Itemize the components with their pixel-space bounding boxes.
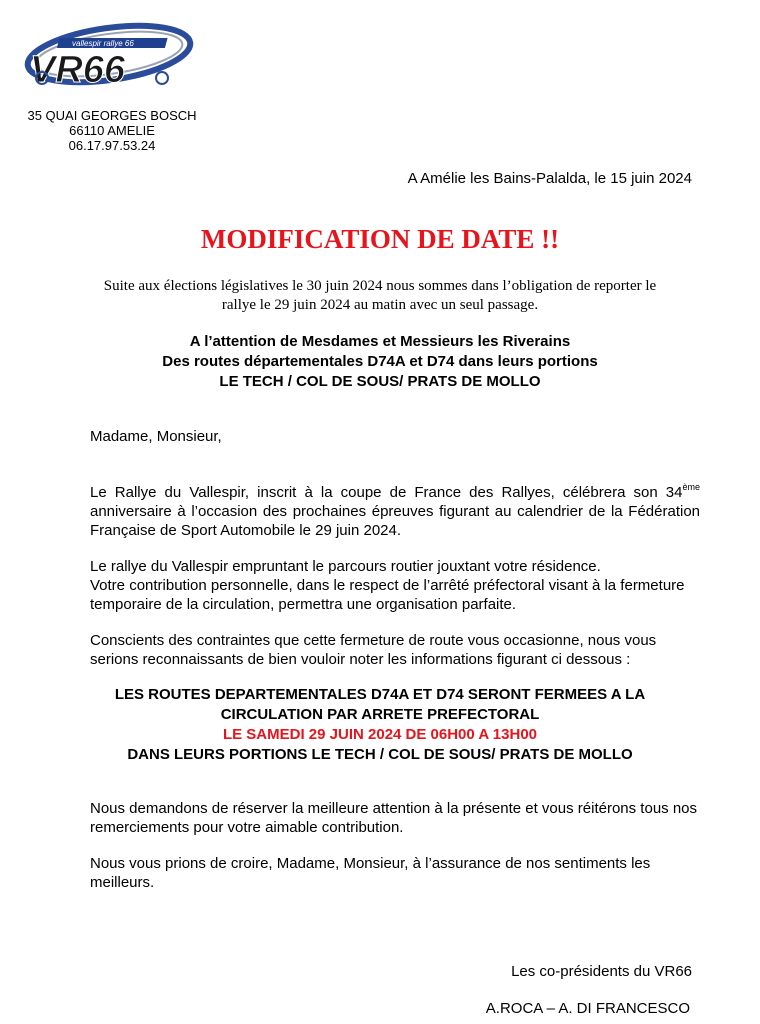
paragraph-closing: Nous vous prions de croire, Madame, Monsieur, à l’assurance de nos sentiments les meilleurs. — [90, 855, 651, 891]
closure-date: LE SAMEDI 29 JUIN 2024 DE 06H00 A 13H00 — [222, 726, 538, 743]
logo-mark: VR66 — [30, 49, 126, 91]
sender-address — [20, 108, 204, 153]
paragraph-line: Le rallye du Vallespir empruntant le parcours routier jouxtant votre résidence. — [90, 558, 601, 575]
signoff: Les co-présidents du VR66 — [511, 963, 692, 980]
road-closure-block — [0, 685, 760, 765]
paragraph-anniversary-text: Le Rallye du Vallespir, inscrit à la coupe de France des Rallyes, célébrera son 34 — [90, 484, 683, 501]
paragraph-thanks: Nous demandons de réserver la meilleure attention à la présente et vous réitérons tous nos remerciements pour votre aimable contribution. — [90, 800, 698, 836]
paragraph-line: Votre contribution personnelle, dans le respect de l’arrêté préfectoral visant à la fermeture temporaire de la circulation, permettra une organisation parfaite. — [90, 577, 685, 613]
sender-city: 66110 AMELIE — [69, 123, 155, 138]
dateline: A Amélie les Bains-Palalda, le 15 juin 2024 — [407, 170, 692, 187]
logo-tagline: vallespir rallye 66 — [72, 39, 134, 48]
date-change-notice — [70, 277, 690, 315]
sender-phone: 06.17.97.53.24 — [68, 138, 156, 153]
signatories: A.ROCA – A. DI FRANCESCO — [485, 1000, 690, 1017]
notice-line: rallye le 29 juin 2024 au matin avec un seul passage. — [221, 297, 539, 313]
sender-street: 35 QUAI GEORGES BOSCH — [27, 108, 197, 123]
paragraph-contribution — [90, 557, 700, 614]
attention-line: LE TECH / COL DE SOUS/ PRATS DE MOLLO — [219, 373, 541, 390]
ordinal-suffix: ème — [682, 482, 700, 492]
attention-block — [0, 332, 760, 392]
notice-line: Suite aux élections législatives le 30 juin 2024 nous sommes dans l’obligation de reporter le — [103, 278, 657, 294]
closure-line: CIRCULATION PAR ARRETE PREFECTORAL — [220, 706, 540, 723]
paragraph-anniversary — [90, 483, 700, 540]
vr66-logo — [14, 14, 194, 96]
paragraph-anniversary-text: anniversaire à l’occasion des prochaines épreuves figurant au calendrier de la Fédération Française de Sport Automobile le 29 juin 2024. — [90, 503, 700, 539]
attention-line: Des routes départementales D74A et D74 dans leurs portions — [162, 353, 598, 370]
closure-line: LES ROUTES DEPARTEMENTALES D74A ET D74 SERONT FERMEES A LA — [114, 686, 646, 703]
closure-line: DANS LEURS PORTIONS LE TECH / COL DE SOUS/ PRATS DE MOLLO — [127, 746, 633, 763]
paragraph-constraints: Conscients des contraintes que cette fermeture de route vous occasionne, nous vous serions reconnaissants de bien vouloir noter les informations figurant ci dessous : — [90, 632, 657, 668]
headline: MODIFICATION DE DATE !! — [200, 224, 560, 254]
attention-line: A l’attention de Mesdames et Messieurs les Riverains — [189, 333, 571, 350]
salutation: Madame, Monsieur, — [90, 428, 222, 445]
